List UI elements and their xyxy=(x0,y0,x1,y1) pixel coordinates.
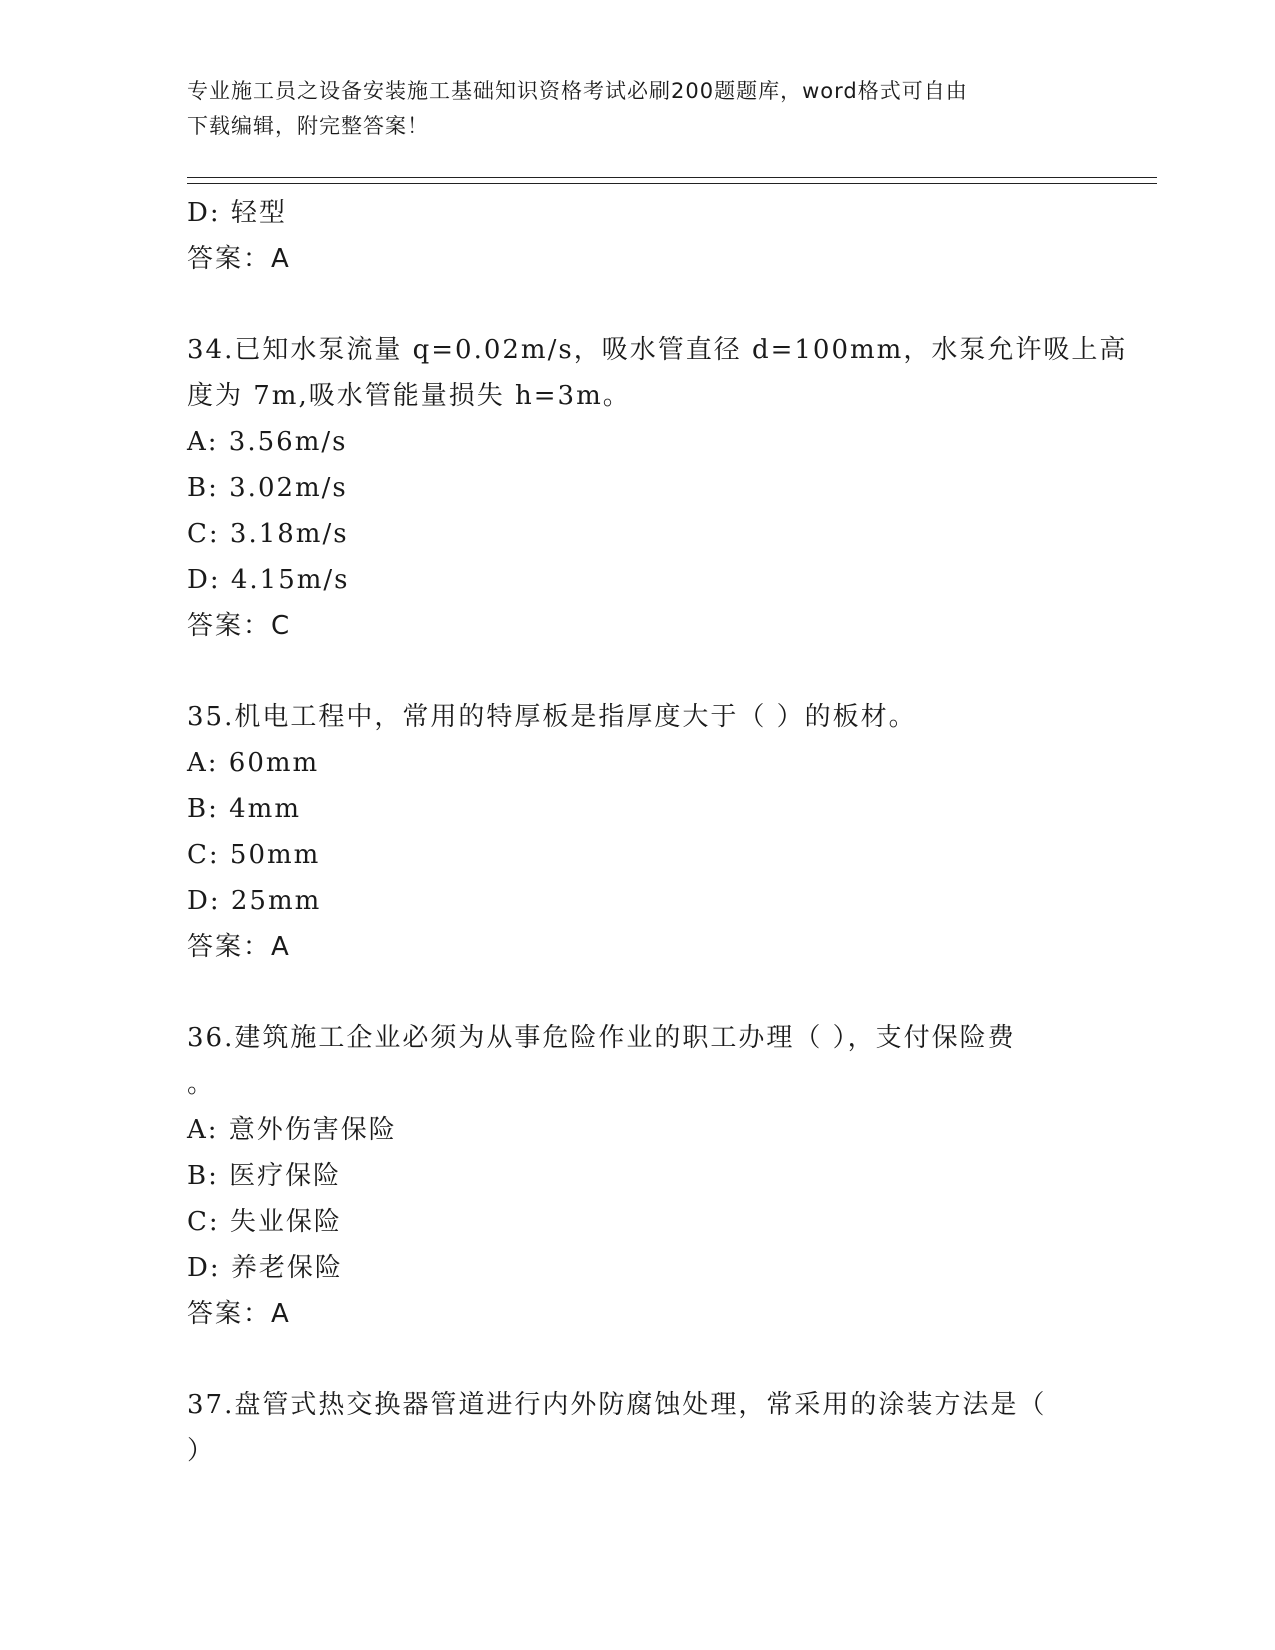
option-a: A: 60mm xyxy=(187,748,320,778)
header-line-1: 专业施工员之设备安装施工基础知识资格考试必刷200题题库，word格式可自由 xyxy=(187,79,968,103)
header-divider-top xyxy=(187,177,1157,178)
option-c: C: 3.18m/s xyxy=(187,519,349,549)
question-text-line-1: 37.盘管式热交换器管道进行内外防腐蚀处理，常采用的涂装方法是（ xyxy=(187,1390,1047,1420)
question-36 xyxy=(187,1015,1087,1337)
question-text-line-2: 。 xyxy=(187,1069,216,1099)
header-divider-bottom xyxy=(187,183,1157,184)
question-35 xyxy=(187,694,1087,970)
question-text-line-1: 36.建筑施工企业必须为从事危险作业的职工办理（ ），支付保险费 xyxy=(187,1023,1016,1053)
option-b: B: 3.02m/s xyxy=(187,473,348,503)
question-text-line-1: 34.已知水泵流量 q=0.02m/s，吸水管直径 d=100mm，水泵允许吸上高 xyxy=(187,335,1128,365)
previous-question-tail xyxy=(187,190,1087,282)
question-text-line-1: 35.机电工程中，常用的特厚板是指厚度大于（ ）的板材。 xyxy=(187,702,917,732)
question-content xyxy=(187,190,1128,1474)
answer-line: 答案：A xyxy=(187,1299,291,1329)
option-d: D: 轻型 xyxy=(187,198,287,228)
answer-line: 答案：C xyxy=(187,611,292,641)
question-text-line-2: ） xyxy=(187,1436,216,1466)
question-34 xyxy=(187,327,1128,649)
option-a: A: 意外伤害保险 xyxy=(187,1115,397,1145)
option-d: D: 养老保险 xyxy=(187,1253,343,1283)
header-line-2: 下载编辑，附完整答案！ xyxy=(187,114,429,138)
option-b: B: 4mm xyxy=(187,794,301,824)
answer-line: 答案：A xyxy=(187,932,291,962)
option-a: A: 3.56m/s xyxy=(187,427,348,457)
option-b: B: 医疗保险 xyxy=(187,1161,342,1191)
option-c: C: 失业保险 xyxy=(187,1207,342,1237)
option-d: D: 4.15m/s xyxy=(187,565,350,595)
page-header xyxy=(187,74,1067,144)
option-d: D: 25mm xyxy=(187,886,322,916)
option-c: C: 50mm xyxy=(187,840,321,870)
question-text-line-2: 度为 7m,吸水管能量损失 h=3m。 xyxy=(187,381,631,411)
answer-line: 答案：A xyxy=(187,244,291,274)
question-37 xyxy=(187,1382,1087,1474)
